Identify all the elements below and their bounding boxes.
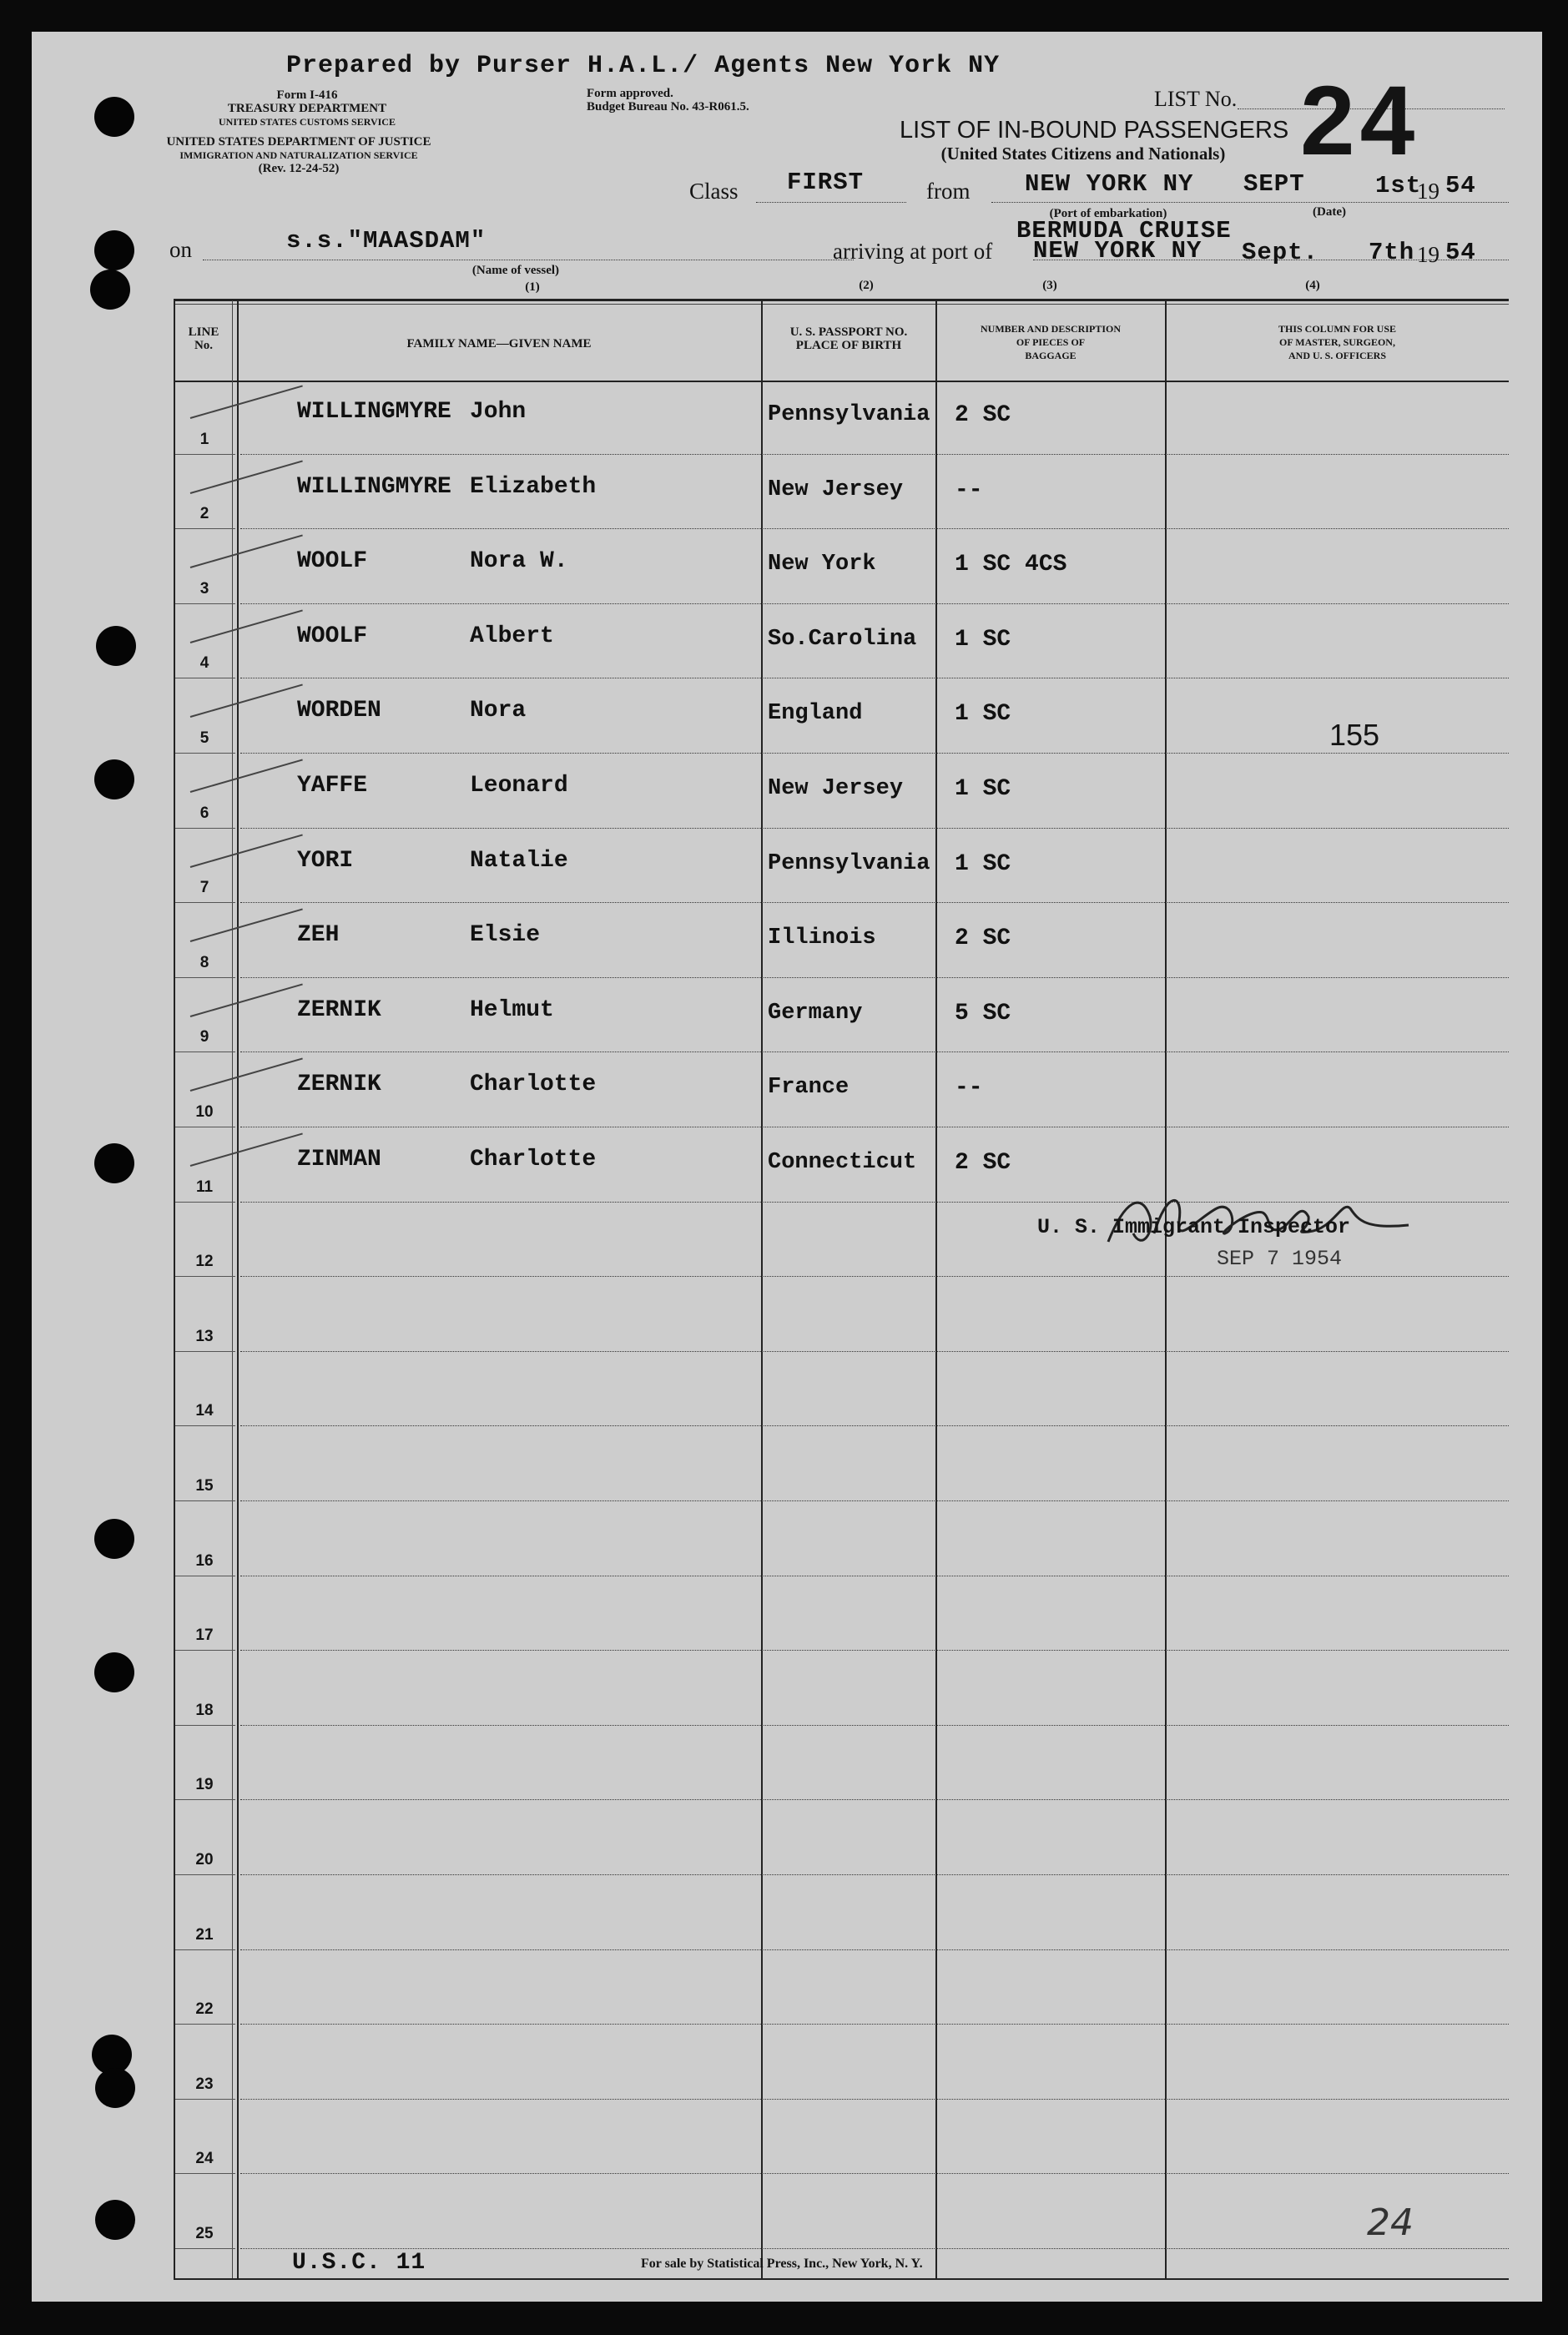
line-number: 6 xyxy=(199,804,209,822)
line-number: 17 xyxy=(195,1626,214,1645)
arrival-year: 54 xyxy=(1445,239,1476,266)
passenger-family-name: YAFFE xyxy=(297,773,368,799)
line-no-rule xyxy=(175,454,235,455)
passenger-birthplace: New Jersey xyxy=(768,477,904,502)
binder-hole xyxy=(94,230,134,270)
row-rule xyxy=(240,902,1509,903)
line-number: 22 xyxy=(195,2000,214,2019)
line-no-rule xyxy=(175,1650,235,1651)
line-no-rule xyxy=(175,528,235,529)
header-line-no-label: LINE xyxy=(188,325,219,339)
footer-page-note: 24 xyxy=(1367,2201,1414,2244)
check-tick-mark xyxy=(190,385,303,419)
header-baggage-label: BAGGAGE xyxy=(1025,350,1076,361)
line-number: 1 xyxy=(199,430,209,448)
binder-hole xyxy=(94,1143,134,1183)
binder-hole xyxy=(94,759,134,799)
inspector-label: U. S. Immigrant Inspector xyxy=(1037,1215,1351,1239)
passenger-given-name: Nora W. xyxy=(470,548,568,575)
on-label: on xyxy=(169,237,192,262)
passenger-family-name: YORI xyxy=(297,847,354,874)
passenger-baggage: 1 SC xyxy=(955,776,1011,802)
arrival-month: Sept. xyxy=(1242,239,1319,266)
line-no-rule xyxy=(175,828,235,829)
line-number: 11 xyxy=(195,1178,214,1196)
form-number: Form I-416 xyxy=(276,88,338,102)
header-passport-label: U. S. PASSPORT NO. xyxy=(789,325,908,339)
row-rule xyxy=(240,1725,1509,1726)
passenger-birthplace: England xyxy=(768,701,863,727)
header-baggage xyxy=(938,322,1163,362)
line-number: 25 xyxy=(195,2225,214,2242)
passenger-baggage: 2 SC xyxy=(955,1150,1011,1176)
header-passport xyxy=(764,325,933,352)
embark-caption: (Port of embarkation) xyxy=(1049,207,1167,220)
line-no-rule xyxy=(175,2173,235,2174)
passenger-given-name: Elsie xyxy=(470,922,541,949)
line-number: 23 xyxy=(195,2075,214,2093)
header-line-no xyxy=(175,325,232,352)
footer-form-code: U.S.C. 11 xyxy=(292,2250,426,2276)
line-number: 3 xyxy=(199,579,209,598)
baggage-col-divider xyxy=(1165,300,1167,2278)
ins-title: IMMIGRATION AND NATURALIZATION SERVICE xyxy=(179,149,418,161)
officer-count-note: 155 xyxy=(1329,718,1380,752)
table-top-border xyxy=(174,299,1509,301)
line-no-rule xyxy=(175,2099,235,2100)
row-rule xyxy=(240,454,1509,455)
passenger-baggage: 2 SC xyxy=(955,402,1011,428)
row-rule xyxy=(240,2248,1509,2249)
row-rule xyxy=(240,1276,1509,1277)
line-number: 13 xyxy=(195,1327,214,1345)
check-tick-mark xyxy=(190,1058,303,1092)
line-number: 2 xyxy=(199,505,209,523)
passenger-given-name: Elizabeth xyxy=(470,473,597,500)
row-rule xyxy=(240,1799,1509,1800)
row-rule xyxy=(240,1500,1509,1501)
line-no-rule xyxy=(175,2024,235,2025)
table-header-bottom xyxy=(174,381,1509,382)
passenger-family-name: WOOLF xyxy=(297,623,368,649)
header-name: FAMILY NAME—GIVEN NAME xyxy=(406,337,592,351)
line-number: 7 xyxy=(199,879,209,897)
header-line-no-label: No. xyxy=(194,339,214,352)
line-number: 14 xyxy=(195,1402,214,1420)
list-number: 24 xyxy=(1300,66,1420,176)
passenger-given-name: Nora xyxy=(470,698,527,724)
embark-year: 54 xyxy=(1445,172,1476,199)
line-number: 8 xyxy=(199,953,209,971)
line-no-rule xyxy=(175,1202,235,1203)
check-tick-mark xyxy=(190,609,303,643)
check-tick-mark xyxy=(190,834,303,868)
line-no-rule xyxy=(175,2248,235,2249)
check-tick-mark xyxy=(190,460,303,494)
arrival-year-prefix: 19 xyxy=(1417,242,1439,267)
binder-hole xyxy=(94,1652,134,1692)
header-officers-label: OF MASTER, SURGEON, xyxy=(1279,336,1395,348)
line-col-divider xyxy=(237,300,239,2278)
class-value: FIRST xyxy=(787,169,865,196)
binder-hole xyxy=(90,270,130,310)
line-number: 20 xyxy=(195,1851,214,1869)
row-rule xyxy=(240,2099,1509,2100)
line-no-rule xyxy=(175,1725,235,1726)
line-number: 4 xyxy=(199,654,209,673)
list-number-label: LIST No. xyxy=(1154,87,1238,111)
passenger-baggage: 1 SC xyxy=(955,626,1011,653)
row-rule xyxy=(240,2024,1509,2025)
footer-printer: For sale by Statistical Press, Inc., New York, N. Y. xyxy=(641,2257,923,2271)
cruise-note: BERMUDA CRUISE xyxy=(1016,217,1232,245)
passenger-given-name: John xyxy=(470,399,527,425)
line-number: 10 xyxy=(195,1103,214,1121)
passenger-baggage: -- xyxy=(955,1075,983,1102)
budget-bureau: Budget Bureau No. 43-R061.5. xyxy=(587,100,749,113)
line-no-rule xyxy=(175,1500,235,1501)
passenger-given-name: Albert xyxy=(470,623,554,649)
line-number: 9 xyxy=(199,1028,209,1046)
header-baggage-label: NUMBER AND DESCRIPTION xyxy=(980,323,1122,335)
embark-port: NEW YORK NY xyxy=(1025,170,1194,198)
passenger-family-name: ZINMAN xyxy=(297,1147,381,1173)
line-no-rule xyxy=(175,1799,235,1800)
line-number: 5 xyxy=(199,729,209,747)
line-no-rule xyxy=(175,977,235,978)
embark-month: SEPT xyxy=(1243,170,1305,198)
passenger-given-name: Natalie xyxy=(470,847,568,874)
check-tick-mark xyxy=(190,535,303,569)
list-subtitle: (United States Citizens and Nationals) xyxy=(940,144,1226,164)
line-no-rule xyxy=(175,902,235,903)
passenger-family-name: ZEH xyxy=(297,922,340,949)
row-rule xyxy=(240,828,1509,829)
check-tick-mark xyxy=(190,1132,303,1167)
line-no-rule xyxy=(175,1874,235,1875)
name-col-divider xyxy=(761,300,763,2278)
manifest-page xyxy=(32,32,1542,2302)
passenger-birthplace: So.Carolina xyxy=(768,626,917,652)
binder-hole xyxy=(96,626,136,666)
passenger-birthplace: France xyxy=(768,1075,850,1101)
header-officers-label: THIS COLUMN FOR USE xyxy=(1278,323,1397,335)
line-number: 21 xyxy=(195,1925,214,1944)
row-rule xyxy=(240,1351,1509,1352)
row-rule xyxy=(240,977,1509,978)
passenger-baggage: 2 SC xyxy=(955,925,1011,952)
passenger-family-name: ZERNIK xyxy=(297,1072,381,1098)
binder-hole xyxy=(95,2068,135,2108)
check-tick-mark xyxy=(190,684,303,719)
passenger-baggage: 1 SC xyxy=(955,850,1011,877)
binder-hole xyxy=(94,1519,134,1559)
table-bottom-border xyxy=(174,2278,1509,2280)
row-rule xyxy=(240,1425,1509,1426)
passenger-family-name: WILLINGMYRE xyxy=(297,473,451,500)
row-rule xyxy=(240,753,1509,754)
header-officers-label: AND U. S. OFFICERS xyxy=(1288,350,1386,361)
revision-date: (Rev. 12-24-52) xyxy=(258,162,340,175)
line-no-rule xyxy=(175,1276,235,1277)
list-title: LIST OF IN-BOUND PASSENGERS xyxy=(900,117,1289,144)
embark-day: 1st xyxy=(1375,172,1422,199)
prepared-by-line: Prepared by Purser H.A.L./ Agents New York NY xyxy=(286,52,1001,80)
class-rule xyxy=(756,202,906,203)
column-number-1: (1) xyxy=(525,280,540,294)
check-tick-mark xyxy=(190,759,303,793)
passenger-given-name: Charlotte xyxy=(470,1147,597,1173)
column-number-4: (4) xyxy=(1305,279,1320,292)
embark-year-prefix: 19 xyxy=(1417,179,1439,204)
line-number: 16 xyxy=(195,1551,214,1570)
line-no-rule xyxy=(175,1425,235,1426)
vessel-name: s.s."MAASDAM" xyxy=(286,227,487,255)
passenger-family-name: WOOLF xyxy=(297,548,368,575)
arrival-day: 7th xyxy=(1369,239,1415,266)
line-number: 24 xyxy=(195,2150,214,2168)
customs-service: UNITED STATES CUSTOMS SERVICE xyxy=(219,116,396,128)
birth-col-divider xyxy=(935,300,937,2278)
passenger-birthplace: Illinois xyxy=(768,925,876,951)
date-caption: (Date) xyxy=(1313,205,1346,219)
passenger-family-name: ZERNIK xyxy=(297,996,381,1023)
passenger-birthplace: Connecticut xyxy=(768,1150,917,1175)
line-number: 15 xyxy=(195,1477,214,1495)
binder-hole xyxy=(94,97,134,137)
line-number: 12 xyxy=(195,1253,214,1271)
line-no-rule xyxy=(175,753,235,754)
passenger-given-name: Helmut xyxy=(470,996,554,1023)
line-number: 18 xyxy=(195,1701,214,1719)
line-no-rule xyxy=(175,603,235,604)
row-rule xyxy=(240,603,1509,604)
row-rule xyxy=(240,1650,1509,1651)
row-rule xyxy=(240,528,1509,529)
passenger-birthplace: Pennsylvania xyxy=(768,402,930,427)
line-no-rule xyxy=(175,1949,235,1950)
header-officers xyxy=(1168,322,1506,362)
column-number-3: (3) xyxy=(1042,279,1057,292)
binder-hole xyxy=(95,2200,135,2240)
inspection-date-stamp: SEP 7 1954 xyxy=(1217,1247,1343,1271)
passenger-baggage: 1 SC xyxy=(955,701,1011,728)
column-number-2: (2) xyxy=(859,279,874,292)
header-baggage-label: OF PIECES OF xyxy=(1016,336,1086,348)
form-approved: Form approved. xyxy=(587,87,673,100)
line-no-rule xyxy=(175,1351,235,1352)
doj-title: UNITED STATES DEPARTMENT OF JUSTICE xyxy=(166,135,431,149)
passenger-family-name: WILLINGMYRE xyxy=(297,399,451,425)
arrival-port: NEW YORK NY xyxy=(1033,237,1202,265)
treasury-department: TREASURY DEPARTMENT xyxy=(227,102,387,115)
check-tick-mark xyxy=(190,909,303,943)
passenger-given-name: Charlotte xyxy=(470,1072,597,1098)
row-rule xyxy=(240,2173,1509,2174)
passenger-family-name: WORDEN xyxy=(297,698,381,724)
class-label: Class xyxy=(689,179,739,204)
passenger-baggage: 5 SC xyxy=(955,1000,1011,1026)
passenger-birthplace: New Jersey xyxy=(768,776,904,801)
check-tick-mark xyxy=(190,983,303,1017)
arriving-label: arriving at port of xyxy=(833,239,993,264)
table-header-rule xyxy=(174,304,1509,305)
line-number: 19 xyxy=(195,1776,214,1794)
row-rule xyxy=(240,1949,1509,1950)
vessel-caption: (Name of vessel) xyxy=(471,264,560,277)
passenger-birthplace: Pennsylvania xyxy=(768,850,930,876)
passenger-baggage: -- xyxy=(955,477,983,503)
passenger-baggage: 1 SC 4CS xyxy=(955,552,1067,578)
row-rule xyxy=(240,1874,1509,1875)
passenger-birthplace: Germany xyxy=(768,1000,863,1026)
passenger-birthplace: New York xyxy=(768,552,876,577)
passenger-given-name: Leonard xyxy=(470,773,568,799)
header-birth-label: PLACE OF BIRTH xyxy=(795,339,902,352)
from-label: from xyxy=(926,179,971,204)
